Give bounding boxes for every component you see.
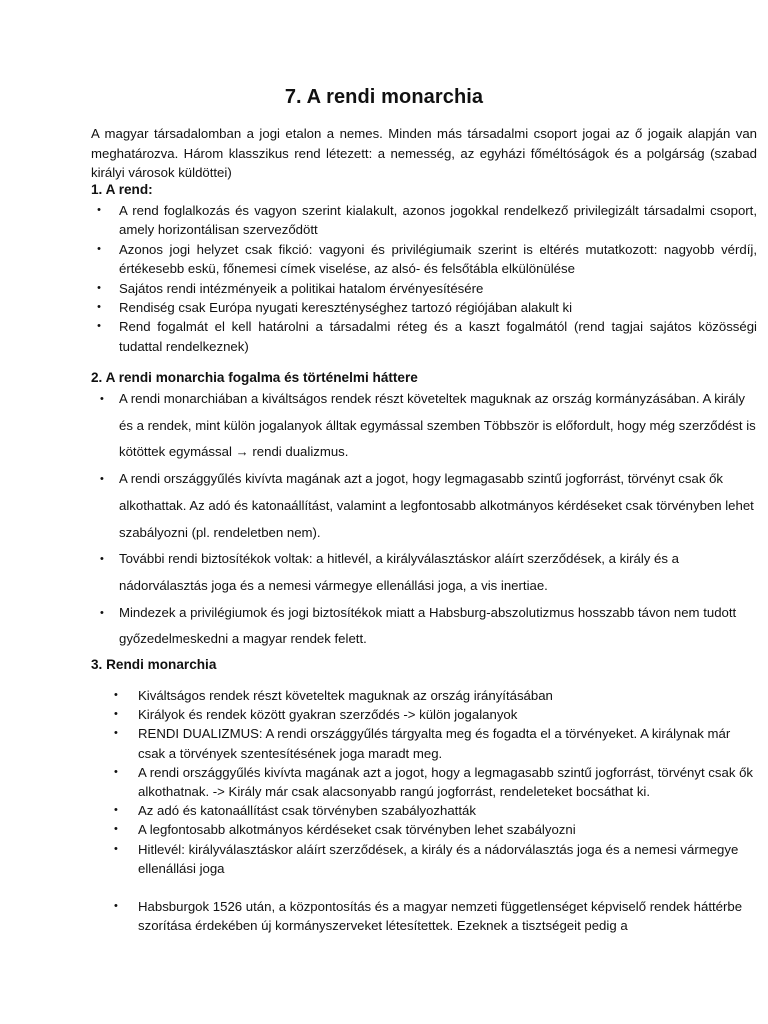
list-item bbox=[91, 763, 757, 801]
list-item-text: Az adó és katonaállítást csak törvényben szabályozhatták bbox=[138, 803, 476, 819]
list-item-text: A rendi monarchiában a kiváltságos rendek részt követeltek maguknak az ország kormányzásában. A király és a rendek, mint külön jogalanyok álltak egymással szemben Többször is előfordult, hogy még szerződést is kötöttek egymással → rendi dualizmus. bbox=[119, 391, 756, 460]
list-item bbox=[91, 546, 757, 599]
list-item-text: Rend fogalmát el kell határolni a társadalmi réteg és a kaszt fogalmától (rend tagjai sajátos közösségi tudattal rendelkeznek) bbox=[119, 319, 757, 354]
list-item-text: A legfontosabb alkotmányos kérdéseket csak törvényben lehet szabályozni bbox=[138, 822, 576, 838]
list-item bbox=[91, 201, 757, 240]
list-item bbox=[91, 600, 757, 653]
list-item bbox=[91, 724, 757, 762]
page-title: 7. A rendi monarchia bbox=[284, 86, 484, 108]
bullet-icon: • bbox=[97, 242, 101, 255]
bullet-icon: • bbox=[114, 900, 118, 913]
list-item bbox=[91, 686, 757, 705]
list-item bbox=[91, 705, 757, 724]
list-item bbox=[91, 240, 757, 279]
bullet-icon: • bbox=[100, 606, 104, 619]
bullet-icon: • bbox=[114, 689, 118, 701]
list-item-text: A rendi országgyűlés kivívta magának azt a jogot, hogy a legmagasabb szintű jogforrást, törvényt csak ők alkothatnak. -> Király már csak alacsonyabb rangú jogforrást, rendeleteket bocsáthat ki. bbox=[138, 764, 754, 800]
bullet-icon: • bbox=[114, 842, 118, 855]
bullet-icon: • bbox=[97, 281, 101, 294]
bullet-icon: • bbox=[97, 320, 101, 333]
section-1-list bbox=[91, 201, 757, 356]
list-item-text: A rendi országgyűlés kivívta magának azt a jogot, hogy legmagasabb szintű jogforrást, törvényt csak ők alkothattak. Az adó és katonaállítást, valamint a legfontosabb alkotmányos kérdéseket csak törvényben lehet szabályozni (pl. rendeletben nem). bbox=[119, 471, 754, 540]
bullet-icon: • bbox=[100, 553, 104, 566]
list-item-text: Azonos jogi helyzet csak fikció: vagyoni és privilégiumaik szerint is eltérés mutatkozott: nagyobb vérdíj, értékesebb eskü, főnemesi címek viselése, az alsó- és felsőtábla elkülönülése bbox=[119, 241, 757, 277]
bullet-icon: • bbox=[114, 727, 118, 740]
bullet-icon: • bbox=[114, 765, 118, 778]
section-3-title: 3. Rendi monarchia bbox=[91, 657, 217, 672]
list-item-text: RENDI DUALIZMUS: A rendi országgyűlés tárgyalta meg és fogadta el a törvényeket. A királynak már csak a törvények szentesítésének joga maradt meg. bbox=[138, 726, 731, 761]
list-item-text: Hitlevél: királyválasztáskor aláírt szerződések, a király és a nádorválasztás joga és a nemesi vármegye ellenállási joga bbox=[138, 841, 739, 876]
bullet-icon: • bbox=[97, 204, 101, 216]
list-item bbox=[91, 466, 757, 546]
bullet-icon: • bbox=[100, 393, 104, 405]
list-item bbox=[91, 298, 757, 317]
list-item-text: Mindezek a privilégiumok és jogi biztosítékok miatt a Habsburg-abszolutizmus hosszabb távon nem tudott győzedelmeskedni a magyar rendek felett. bbox=[119, 604, 737, 647]
section-2-title: 2. A rendi monarchia fogalma és történelmi háttere bbox=[91, 370, 418, 385]
list-item-text: Királyok és rendek között gyakran szerződés -> külön jogalanyok bbox=[138, 707, 518, 723]
bullet-icon: • bbox=[114, 708, 118, 721]
list-item-text: Kiváltságos rendek részt követeltek maguknak az ország irányításában bbox=[138, 688, 553, 703]
list-item bbox=[91, 840, 757, 878]
list-item-text: A rend foglalkozás és vagyon szerint kialakult, azonos jogokkal rendelkező privilegizált társadalmi csoport, amely horizontálisan szerveződött bbox=[119, 203, 757, 238]
section-3-list bbox=[91, 686, 757, 935]
list-item bbox=[91, 279, 757, 298]
list-item-text: Rendiség csak Európa nyugati kereszténységhez tartozó régiójában alakult ki bbox=[119, 300, 573, 316]
bullet-icon: • bbox=[97, 301, 101, 314]
intro-paragraph: A magyar társadalomban a jogi etalon a nemes. Minden más társadalmi csoport jogai az ő jogaik alapján van meghatározva. Három klasszikus rend létezett: a nemesség, az egyházi főméltóságok és a polgárság (szabad királyi városok küldöttei) bbox=[91, 126, 757, 180]
bullet-icon: • bbox=[100, 473, 104, 486]
section-1-title: 1. A rend: bbox=[91, 182, 153, 197]
section-2-list bbox=[91, 386, 757, 653]
list-item-text: Habsburgok 1526 után, a központosítás és a magyar nemzeti függetlenséget képviselő rendek háttérbe szorítása érdekében új kormányszerveket létesítettek. Ezeknek a tisztségeit pedig a bbox=[138, 899, 743, 934]
list-item-text: További rendi biztosítékok voltak: a hitlevél, a királyválasztáskor aláírt szerződések, a király és a nádorválasztás joga és a nemesi vármegye ellenállási joga, a vis inertiae. bbox=[119, 551, 679, 593]
list-item bbox=[91, 386, 757, 466]
bullet-icon: • bbox=[114, 823, 118, 836]
bullet-icon: • bbox=[114, 804, 118, 817]
list-item bbox=[91, 820, 757, 839]
list-item bbox=[91, 317, 757, 356]
list-item-text: Sajátos rendi intézményeik a politikai hatalom érvényesítésére bbox=[119, 280, 484, 296]
list-item bbox=[91, 897, 757, 935]
list-item bbox=[91, 801, 757, 820]
